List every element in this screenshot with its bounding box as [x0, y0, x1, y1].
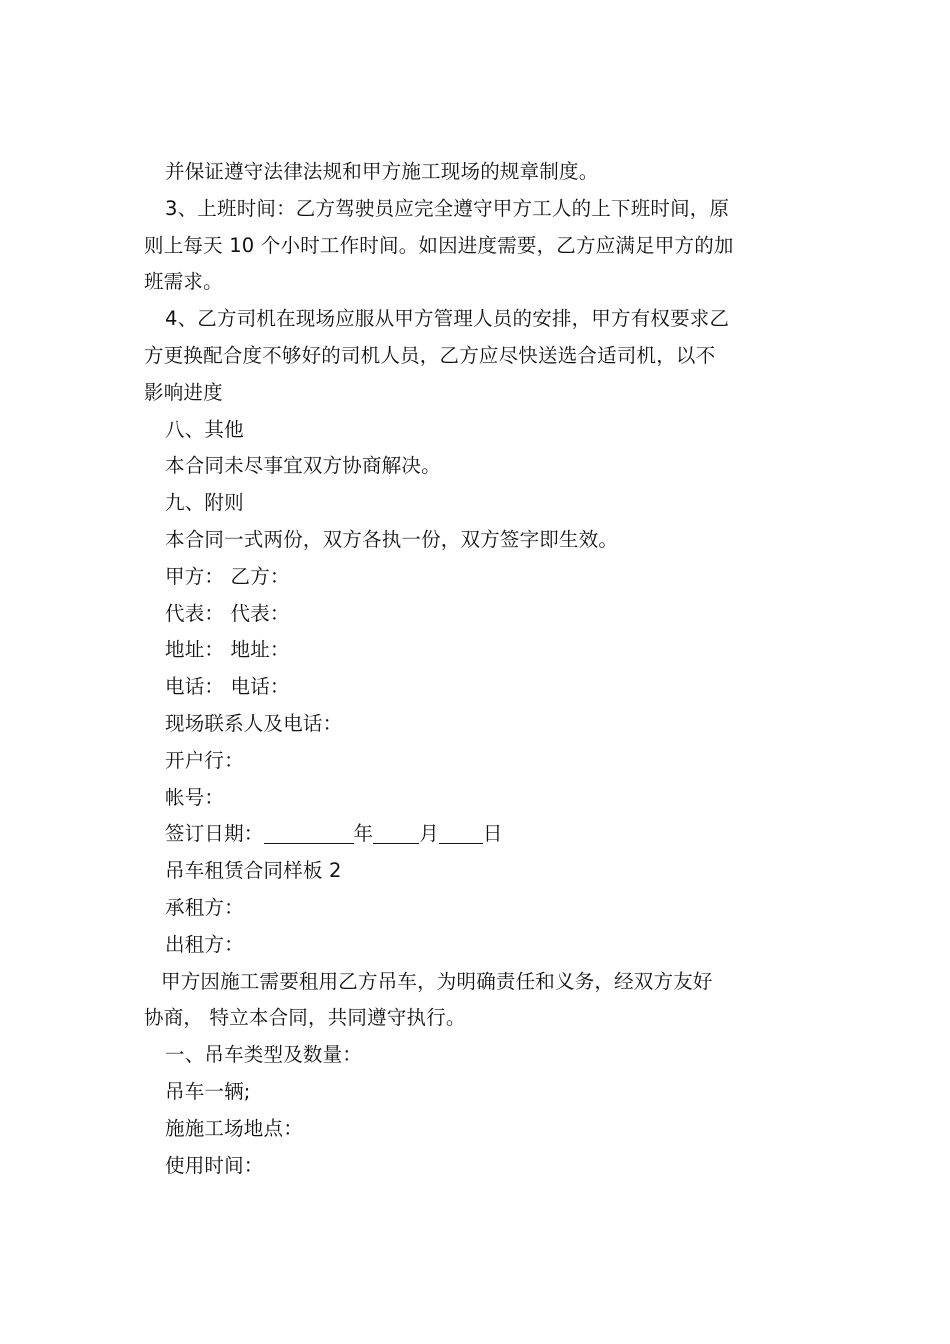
text-line: 影响进度 [144, 380, 223, 404]
text-block-top [144, 154, 808, 816]
day-blank [439, 821, 483, 844]
text-line: 出租方： [165, 932, 244, 956]
text-line: 班需求。 [144, 270, 223, 294]
text-line: 帐号： [165, 785, 225, 809]
text-line: 本合同一式两份，双方各执一份，双方签字即生效。 [165, 527, 619, 551]
text-line: 3、上班时间：乙方驾驶员应完全遵守甲方工人的上下班时间，原 [165, 196, 730, 220]
document-page [144, 154, 808, 1184]
text-line: 承租方： [165, 895, 244, 919]
month-label: 月 [419, 822, 439, 846]
text-line: 则上每天 10 个小时工作时间。如因进度需要，乙方应满足甲方的加 [144, 233, 734, 257]
year-label: 年 [353, 822, 374, 846]
text-line: 协商， 特立本合同，共同遵守执行。 [144, 1006, 466, 1030]
text-line: 八、其他 [165, 417, 244, 441]
text-line: 使用时间： [165, 1153, 264, 1177]
month-blank [373, 821, 419, 844]
text-block-bottom [144, 853, 808, 1184]
text-line: 现场联系人及电话： [165, 711, 343, 735]
text-line: 4、乙方司机在现场应服从甲方管理人员的安排，甲方有权要求乙 [165, 307, 730, 331]
text-line: 并保证遵守法律法规和甲方施工现场的规章制度。 [165, 160, 599, 183]
text-line: 吊车租赁合同样板 2 [165, 859, 342, 883]
text-line: 九、附则 [165, 491, 244, 515]
text-line: 施施工场地点： [165, 1116, 303, 1140]
sign-date-line [144, 816, 808, 853]
day-label: 日 [482, 822, 503, 846]
text-line: 一、吊车类型及数量： [165, 1043, 363, 1067]
text-line: 本合同未尽事宜双方协商解决。 [165, 454, 441, 478]
year-blank [264, 821, 354, 844]
text-line: 甲方因施工需要租用乙方吊车，为明确责任和义务，经双方友好 [161, 969, 713, 993]
text-line: 电话： 电话： [165, 675, 290, 699]
text-line: 地址： 地址： [165, 638, 290, 662]
sign-date-label: 签订日期： [165, 822, 264, 846]
text-line: 甲方： 乙方： [165, 564, 290, 588]
text-line: 代表： 代表： [165, 601, 290, 625]
text-line: 方更换配合度不够好的司机人员，乙方应尽快送选合适司机，以不 [144, 343, 716, 367]
text-line: 开户行： [165, 748, 244, 772]
text-line: 吊车一辆; [165, 1079, 251, 1103]
